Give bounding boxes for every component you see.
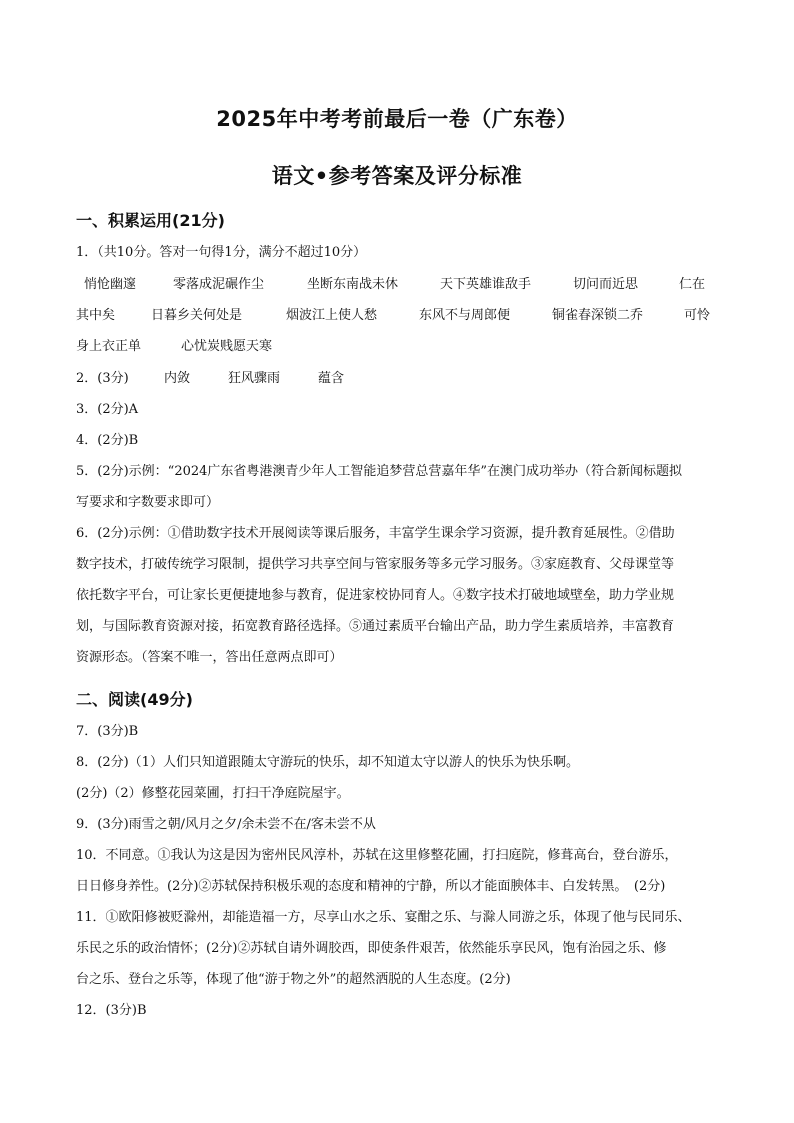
q1-answer: 可怜 <box>684 308 711 323</box>
page-subtitle: 语文•参考答案及评分标准 <box>271 164 523 188</box>
q6-answer-line: 6．(2分)示例：①借助数字技术开展阅读等课后服务，丰富学生课余学习资源，提升教育延展性。②借助 <box>76 526 675 541</box>
q6-answer-line: 数字技术，打破传统学习限制，提供学习共享空间与管家服务等多元学习服务。③家庭教育、父母课堂等 <box>76 557 675 572</box>
q1-answer: 烟波江上使人愁 <box>286 308 378 323</box>
q1-answer: 心忧炭贱愿天寒 <box>181 339 273 354</box>
q4-answer: 4．(2分)B <box>76 433 139 448</box>
q1-label: 1．（共10分。答对一句得1分，满分不超过10分） <box>76 245 367 260</box>
q7-answer: 7．(3分)B <box>76 724 139 739</box>
q9-answer: 9．(3分)雨雪之朝/风月之夕/余未尝不在/客未尝不从 <box>76 817 376 832</box>
q8-answer-line: 8．(2分)（1）人们只知道跟随太守游玩的快乐，却不知道太守以游人的快乐为快乐啊。 <box>76 755 579 770</box>
q1-answer: 切问而近思 <box>573 277 639 292</box>
page-title: 2025年中考考前最后一卷（广东卷） <box>216 107 578 131</box>
q1-answer: 其中矣 <box>76 308 116 323</box>
q6-answer-line: 依托数字平台，可让家长更便捷地参与教育，促进家校协同育人。④数字技术打破地域壁垒，助力学业规 <box>76 588 675 603</box>
q6-answer-line: 划，与国际教育资源对接，拓宽教育路径选择。⑤通过素质平台输出产品，助力学生素质培养，丰富教育 <box>76 619 675 634</box>
q1-answer: 悄怆幽邃 <box>84 277 137 292</box>
q10-answer-line: 10．不同意。①我认为这是因为密州民风淳朴，苏轼在这里修整花圃，打扫庭院，修葺高台，登台游乐， <box>76 848 678 863</box>
section-heading-accumulation: 一、积累运用(21分) <box>76 211 225 230</box>
section-heading-reading: 二、阅读(49分) <box>76 690 193 709</box>
q6-answer-line: 资源形态。（答案不唯一，答出任意两点即可） <box>76 650 343 665</box>
q8-answer-line: (2分)（2）修整花园菜圃，打扫干净庭院屋宇。 <box>76 786 350 801</box>
q5-answer-line: 写要求和字数要求即可） <box>76 495 220 510</box>
q10-answer-line: 日日修身养性。(2分)②苏轼保持积极乐观的态度和精神的宁静，所以才能面腴体丰、白发转黑。 (2分) <box>76 879 666 894</box>
q1-answer: 铜雀春深锁二乔 <box>552 308 644 323</box>
q5-answer-line: 5．(2分)示例：“2024广东省粤港澳青少年人工智能追梦营总营嘉年华”在澳门成功举办（符合新闻标题拟 <box>76 464 683 479</box>
q2-answer: 蕴含 <box>318 371 345 386</box>
q2-answer: 内敛 <box>164 371 191 386</box>
q12-answer: 12．(3分)B <box>76 1003 147 1018</box>
q3-answer: 3．(2分)A <box>76 402 139 417</box>
q11-answer-line: 台之乐、登台之乐等，体现了他“游于物之外”的超然洒脱的人生态度。(2分) <box>76 972 511 987</box>
q2-label: 2．(3分) <box>76 371 129 386</box>
q11-answer-line: 乐民之乐的政治情怀；(2分)②苏轼自请外调胶西，即使条件艰苦，依然能乐享民风，饱有治园之乐、修 <box>76 941 667 956</box>
q1-answer: 东风不与周郎便 <box>419 308 511 323</box>
q2-answer: 狂风骤雨 <box>228 371 281 386</box>
q1-answer: 坐断东南战未休 <box>307 277 399 292</box>
q1-answer: 日暮乡关何处是 <box>151 308 243 323</box>
q1-answer: 仁在 <box>679 277 706 292</box>
q1-answer: 零落成泥碾作尘 <box>173 277 265 292</box>
q1-answer: 天下英雄谁敌手 <box>440 277 532 292</box>
q11-answer-line: 11．①欧阳修被贬滁州，却能造福一方，尽享山水之乐、宴酣之乐、与滁人同游之乐，体现了他与民同乐、 <box>76 910 691 925</box>
q1-answer: 身上衣正单 <box>76 339 142 354</box>
